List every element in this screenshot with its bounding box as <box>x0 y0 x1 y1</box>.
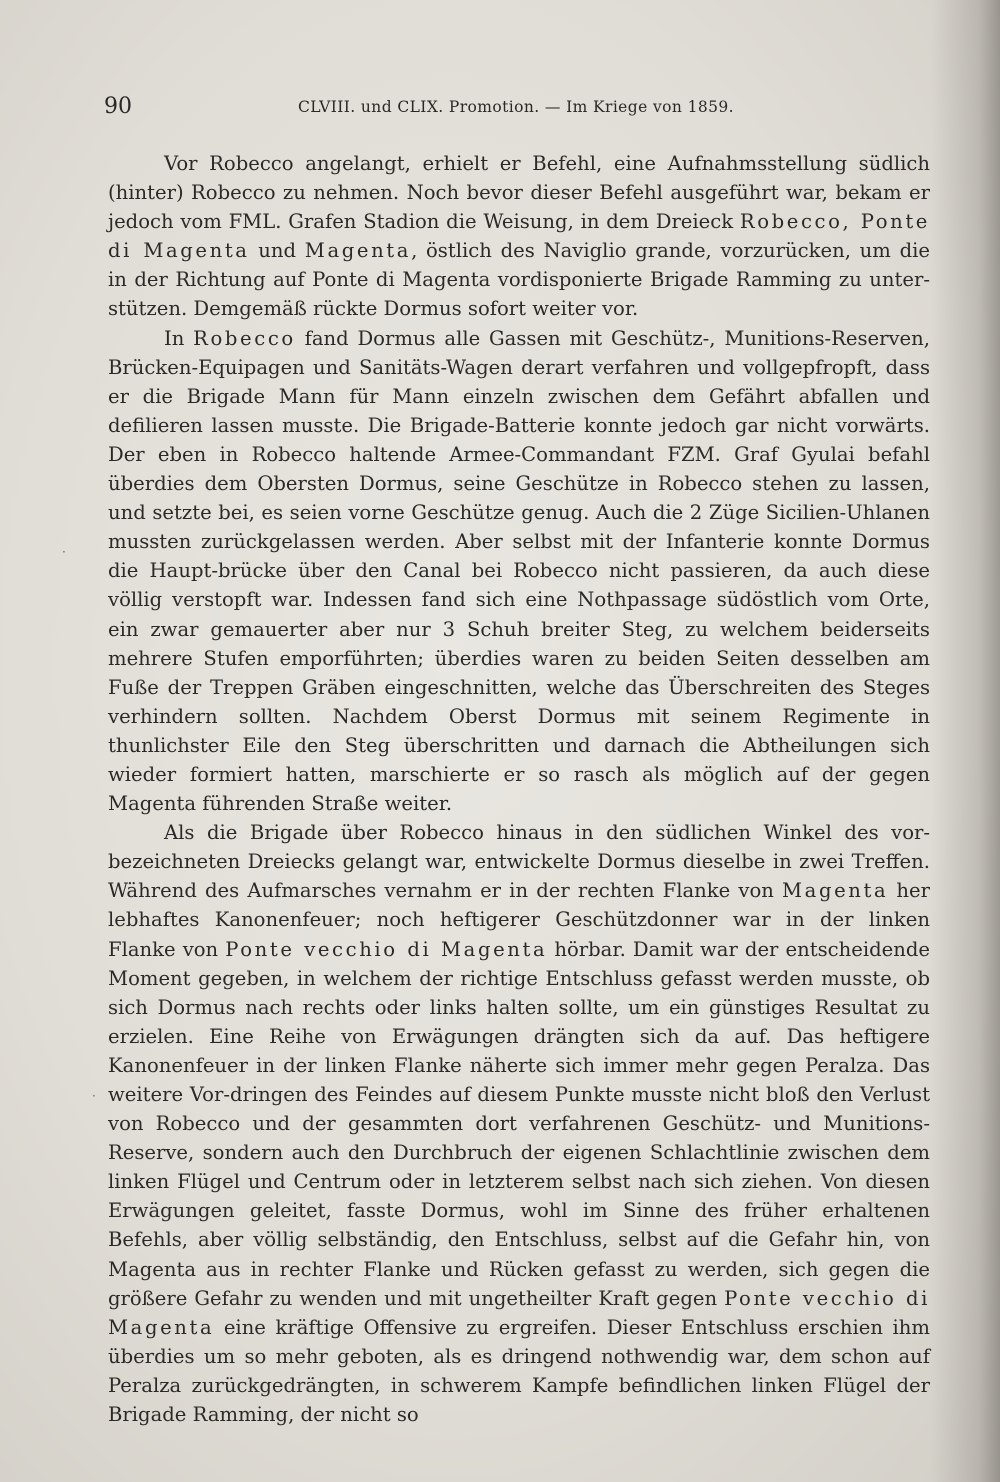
paragraph <box>108 818 930 1429</box>
paragraph <box>108 324 930 819</box>
text-run: , östlich des Naviglio grande, vorzurücken, um die in der Richtung auf Ponte di Magenta vordisponierte Brigade Ramming zu unter-stützen. Demgemäß rückte Dormus sofort weiter vor. <box>108 239 930 321</box>
body-text <box>108 149 930 1429</box>
running-head: CLVIII. und CLIX. Promotion. — Im Kriege von 1859. <box>298 98 734 116</box>
paragraph <box>108 149 930 324</box>
text-run: Vor Robecco angelangt, erhielt er Befehl, eine Aufnahmsstellung südlich (hinter) Robecco zu nehmen. Noch bevor dieser Befehl ausgeführt war, bekam er jedoch vom FML. Grafen Stadion die Weisung, in dem Dreieck <box>108 152 930 234</box>
spaced-name: Ponte vecchio di Magenta <box>108 1286 930 1339</box>
page-edge-shadow <box>930 0 1000 1482</box>
spaced-name: Robecco, Ponte di Magenta <box>108 210 930 263</box>
text-run: fand Dormus alle Gassen mit Geschütz-, Munitions-Reserven, Brücken-Equipagen und Sanitäts-Wagen derart verfahren und vollgepfropft, dass er die Brigade Mann für Mann einzeln zwischen dem Gefährt abfallen und defilieren lassen musste. Die Brigade-Batterie konnte jedoch gar nicht vorwärts. Der eben in Robecco haltende Armee-Commandant FZM. Graf Gyulai befahl überdies dem Obersten Dormus, seine Geschütze in Robecco stehen zu lassen, und setzte bei, es seien vorne Geschütze genug. Auch die 2 Züge Sicilien-Uhlanen mussten zurückgelassen werden. Aber selbst mit der Infanterie konnte Dormus die Haupt-brücke über den Canal bei Robecco nicht passieren, da auch diese völlig verstopft war. Indessen fand sich eine Nothpassage südöstlich vom Orte, ein zwar gemauerter aber nur 3 Schuh breiter Steg, zu welchem beiderseits mehrere Stufen emporführten; überdies waren zu beiden Seiten desselben am Fuße der Treppen Gräben eingeschnitten, welche das Überschreiten des Steges verhindern sollten. Nachdem Oberst Dormus mit seinem Regimente in thunlichster Eile den Steg überschritten und darnach die Abtheilungen sich wieder formiert hatten, marschierte er so rasch als möglich auf der gegen Magenta führenden Straße weiter. <box>108 326 930 816</box>
margin-dot: · <box>92 1089 96 1103</box>
spaced-name: Ponte vecchio di Magenta <box>225 937 548 961</box>
text-run: Als die Brigade über Robecco hinaus in den südlichen Winkel des vor-bezeichneten Dreiecks gelangt war, entwickelte Dormus dieselbe in zwei Treffen. Während des Aufmarsches vernahm er in der rechten Flanke von <box>108 821 930 903</box>
spaced-name: Magenta <box>304 239 412 263</box>
spaced-name: Robecco <box>193 326 296 350</box>
text-run: und <box>249 239 305 263</box>
text-run: eine kräftige Offensive zu ergreifen. Dieser Entschluss erschien ihm überdies um so mehr geboten, als es dringend nothwendig war, dem schon auf Peralza zurückgedrängten, in schwerem Kampfe befindlichen linken Flügel der Brigade Ramming, der nicht so <box>108 1315 930 1427</box>
spaced-name: Magenta <box>782 879 889 903</box>
text-run: In <box>164 326 194 350</box>
page-header <box>104 94 934 124</box>
page-number: 90 <box>104 94 132 119</box>
text-run: her lebhaftes Kanonenfeuer; noch heftigerer Geschützdonner war in der linken Flanke von <box>108 879 930 961</box>
margin-dot: · <box>62 545 66 559</box>
text-run: hörbar. Damit war der entscheidende Moment gegeben, in welchem der richtige Entschluss gefasst werden musste, ob sich Dormus nach rechts oder links halten sollte, um ein günstiges Resultat zu erzielen. Eine Reihe von Erwägungen drängten sich da auf. Das heftigere Kanonenfeuer in der linken Flanke näherte sich immer mehr gegen Peralza. Das weitere Vor-dringen des Feindes auf diesem Punkte musste nicht bloß den Verlust von Robecco und der gesammten dort verfahrenen Geschütz- und Munitions-Reserve, sondern auch den Durchbruch der eigenen Schlachtlinie zwischen dem linken Flügel und Centrum oder in letzterem selbst nach sich ziehen. Von diesen Erwägungen geleitet, fasste Dormus, wohl im Sinne des früher erhaltenen Befehls, aber völlig selbständig, den Entschluss, selbst auf die Gefahr hin, von Magenta aus in rechter Flanke und Rücken gefasst zu werden, sich gegen die größere Gefahr zu wenden und mit ungetheilter Kraft gegen <box>108 937 930 1310</box>
